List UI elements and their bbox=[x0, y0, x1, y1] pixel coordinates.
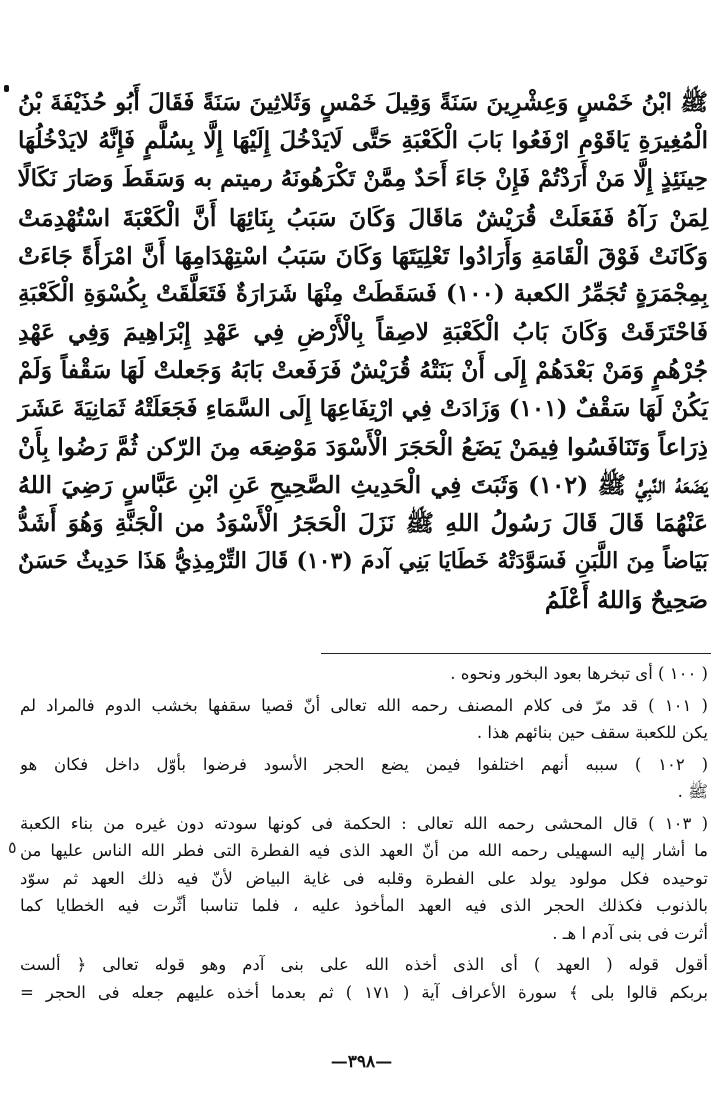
main-text-line: يَكُنْ لَهَا سَقْفٌ (١٠١) وَزَادَتْ فِي ارْتِفَاعِهَا إِلَى السَّمَاءِ فَجَعَلَتْهُ ثَمَانِيَةَ عَشَرَ bbox=[18, 394, 708, 422]
main-text-line: حِينَئِذٍ إِلَّا مَنْ أَرَدْتُمْ فَإِنْ جَاءَ أَحَدٌ مِمَّنْ تَكْرَهُونَهُ رميتم به وَسَقَطَ وَصَارَ نَكَالًا bbox=[17, 165, 708, 193]
footnote-line: ( ١٠٢ ) سببه أنهم اختلفوا فيمن يضع الحجر الأسود فرضوا بأوّل داخل فكان هو bbox=[20, 754, 708, 774]
footnote-103 bbox=[20, 810, 708, 948]
main-text-line: الْمُغِيرَةِ يَاقَوْمِ ارْفَعُوا بَابَ الْكَعْبَةِ حَتَّى لَايَدْخُلَ إِلَيْهَا إِلَّا بِسُلَّمٍ فَإِنَّهُ لايَدْخُلُهَا bbox=[18, 127, 708, 155]
footnote-line: ﷺ . bbox=[677, 782, 708, 801]
footnote-100 bbox=[20, 660, 708, 688]
main-text-line: ذِرَاعاً وَتَنَافَسُوا فِيمَنْ يَضَعُ الْحَجَرَ الْأَسْوَدَ مَوْضِعَه مِنَ الرّكن ثُمَّ رَضُوا بِأَنْ bbox=[18, 432, 708, 461]
page-number: —٣٩٨— bbox=[330, 1052, 393, 1072]
footnote-line: أقول قوله ( العهد ) أى الذى أخذه الله على بنى آدم وهو قوله تعالى ﴿ ألست bbox=[20, 955, 708, 974]
footnote-102 bbox=[20, 751, 708, 806]
footnote-line: ( ١٠٠ ) أى تبخرها بعود البخور ونحوه . bbox=[450, 664, 708, 683]
footnote-line: بالذنوب فكذلك الحجر الذى فيه العهد المأخوذ عليه ، فلما تناسبا أثّرت فيه الخطايا كما bbox=[20, 896, 708, 915]
main-text-line: عَنْهُمَا قَالَ قَالَ رَسُولُ اللهِ ﷺ نَزَلَ الْحَجَرُ الْأَسْوَدُ من الْجَنَّةِ وَهُوَ أَشَدُّ bbox=[18, 509, 708, 538]
margin-marker: ٥ bbox=[8, 838, 17, 857]
footnote-line: يكن للكعبة سقف حين بنائهم هذا . bbox=[476, 723, 708, 742]
footnote-line: أثرت فى بنى آدم ا هـ . bbox=[552, 923, 708, 943]
footnote-line: توحيده فكل مولود يولد على الفطرة وقلبه فى غاية البياض لأنّ فيه ذلك العهد ثم سوّد bbox=[20, 868, 708, 888]
main-text-line: بَيَاضاً مِنَ اللَّبَنِ فَسَوَّدَتْهُ خَطَايَا بَنِي آدمَ (١٠٣) قَالَ التِّرْمِذِيُّ هَذَا حَدِيثٌ حَسَنٌ bbox=[18, 548, 708, 575]
footnote-line: بربكم قالوا بلى ﴾ سورة الأعراف آية ( ١٧١ ) ثم بعدما أخذه عليهم جعله فى الحجر = bbox=[20, 982, 708, 1002]
footnote-commentary bbox=[20, 951, 708, 1006]
main-text-line: فَاحْتَرَقَتْ وَكَانَ بَابُ الْكَعْبَةِ لاصِقاً بِالْأَرْضِ فِي عَهْدِ إِبْرَاهِيمَ وَفِي عَهْدِ bbox=[18, 318, 708, 347]
footnotes bbox=[20, 660, 708, 1010]
footnote-line: ( ١٠١ ) قد مرّ فى كلام المصنف رحمه الله تعالى أنّ قصيا سقفها بخشب الدوم فالمراد لم bbox=[20, 695, 708, 715]
footnote-line: ( ١٠٣ ) قال المحشى رحمه الله تعالى : الحكمة فى كونها سودته دون غيره من بناء الكعبة bbox=[20, 813, 708, 833]
main-text-line: لِمَنْ رَآهُ فَفَعَلَتْ قُرَيْشٌ مَاقَالَ وَكَانَ سَبَبُ بِنَائِهَا أَنَّ الْكَعْبَةَ اسْتُهْدِمَتْ bbox=[18, 203, 708, 232]
main-text-line: ﷺ ابْنُ خَمْسٍ وَعِشْرِينَ سَنَةً وَقِيلَ خَمْسٍ وَثَلاثِينَ سَنَةً فَقَالَ أَبُو حُذَيْفَةَ بْنُ bbox=[18, 89, 708, 116]
main-text-line: يَضَعَهُ النَّبِيُّ ﷺ (١٠٢) وَثَبَتَ فِي الْحَدِيثِ الصَّحِيحِ عَنِ ابْنِ عَبَّاسٍ رَضِيَ اللهُ bbox=[18, 471, 708, 500]
main-text-line: جُرْهُمٍ وَمَنْ بَعْدَهُمْ إِلَى أَنْ بَنَتْهُ قُرَيْشٌ فَرَفَعتْ بَابَهُ وَجَعلتْ لَهَا سَقْفاً وَلَمْ bbox=[18, 356, 708, 385]
main-text-body bbox=[18, 84, 708, 619]
footnote-divider bbox=[321, 653, 711, 654]
main-text-line: بِمِجْمَرَةٍ تُجَمِّرُ الكعبة (١٠٠) فَسَقَطَتْ مِنْهَا شَرَارَةٌ فَتَعَلَّقَتْ بِكُسْوَةِ الْكَعْبَةِ bbox=[18, 280, 708, 308]
margin-dot bbox=[4, 85, 9, 92]
footnote-line: ما أشار إليه السهيلى رحمه الله من أنّ العهد الذى فيه الفطرة التى فطر الله الناس عليها من bbox=[20, 841, 708, 860]
footnote-101 bbox=[20, 692, 708, 747]
main-text-line: صَحِيحٌ وَاللهُ أَعْلَمُ bbox=[544, 585, 708, 614]
main-text-line: وَكَانَتْ فَوْقَ الْقَامَةِ وَأَرَادُوا تَعْلِيَتَهَا وَكَانَ سَبَبُ اسْتِهْدَامِهَا أَنَّ امْرَأَةً جَاءَتْ bbox=[18, 241, 708, 270]
